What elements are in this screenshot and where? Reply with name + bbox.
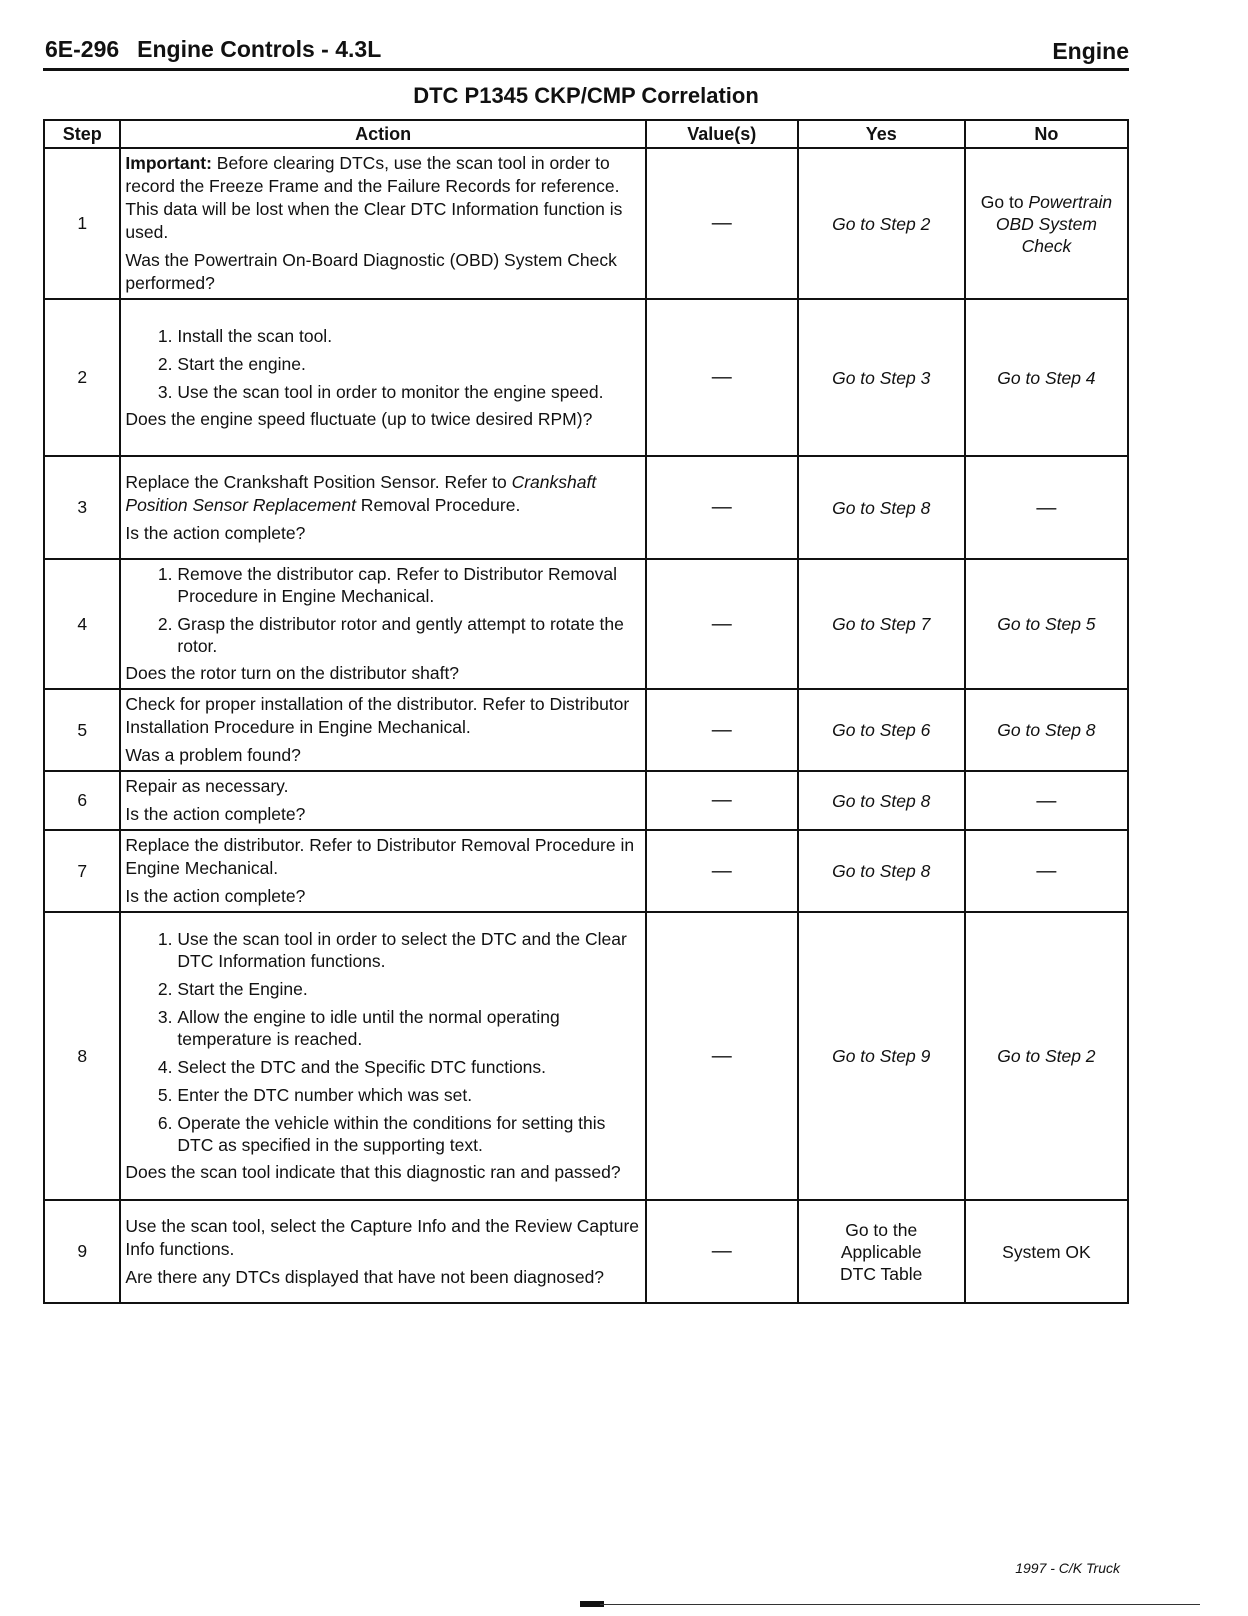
yes-link[interactable]: Go to Step 8 — [832, 861, 931, 881]
page-title: DTC P1345 CKP/CMP Correlation — [413, 83, 759, 108]
no-prefix: Go to — [980, 191, 1029, 212]
yes-cell — [798, 559, 965, 689]
no-cell — [965, 559, 1128, 689]
column-header-yes: Yes — [798, 120, 965, 148]
no-cell — [965, 1200, 1128, 1303]
no-cell — [965, 148, 1128, 299]
yes-cell — [798, 771, 965, 830]
yes-link[interactable]: Go to Step 3 — [832, 367, 931, 388]
table-row — [44, 689, 1128, 771]
action-list-item: 3. Allow the engine to idle until the normal operating temperature is reached. — [177, 1006, 640, 1050]
value-cell: — — [646, 1200, 798, 1303]
important-text: Before clearing DTCs, use the scan tool in order to record the Freeze Frame and the Failure Records for reference. This data will be lost when the Clear DTC Information function is used. — [125, 153, 623, 242]
yes-link[interactable]: Go to Step 7 — [832, 614, 931, 634]
action-list-item: 1. Use the scan tool in order to select the DTC and the Clear DTC Information functions. — [177, 928, 640, 972]
action-list-item: 3. Use the scan tool in order to monitor the engine speed. — [177, 381, 640, 403]
yes-cell — [798, 1200, 965, 1303]
no-link[interactable]: Go to Step 4 — [997, 367, 1096, 388]
no-cell — [965, 299, 1128, 456]
action-text: Replace the distributor. Refer to Distributor Removal Procedure in Engine Mechanical. — [125, 835, 635, 878]
table-row — [44, 912, 1128, 1200]
step-number: 5 — [44, 689, 120, 771]
action-question: Does the rotor turn on the distributor shaft? — [125, 663, 460, 683]
value-cell: — — [646, 456, 798, 559]
no-cell — [965, 912, 1128, 1200]
no-cell — [965, 689, 1128, 771]
action-question: Are there any DTCs displayed that have not been diagnosed? — [125, 1266, 605, 1287]
column-header-values: Value(s) — [646, 120, 798, 148]
step-number: 8 — [44, 912, 120, 1200]
no-link[interactable]: Go to Step 5 — [997, 614, 1096, 634]
value-cell: — — [646, 148, 798, 299]
action-text: Check for proper installation of the distributor. Refer to Distributor Installation Procedure in Engine Mechanical. — [125, 694, 630, 737]
yes-link[interactable]: Go to the Applicable DTC Table — [840, 1219, 923, 1284]
yes-link[interactable]: Go to Step 2 — [832, 213, 931, 234]
action-text: Repair as necessary. — [125, 776, 289, 796]
action-cell — [120, 830, 645, 912]
value-cell: — — [646, 559, 798, 689]
value-cell: — — [646, 830, 798, 912]
yes-cell — [798, 148, 965, 299]
action-text — [125, 471, 640, 517]
action-list-item: 5. Enter the DTC number which was set. — [177, 1084, 640, 1106]
table-row — [44, 456, 1128, 559]
table-header-row — [44, 120, 1128, 148]
step-number: 3 — [44, 456, 120, 559]
yes-link[interactable]: Go to Step 8 — [832, 790, 931, 811]
action-question: Does the scan tool indicate that this diagnostic ran and passed? — [125, 1162, 621, 1182]
column-header-step: Step — [44, 120, 120, 148]
step-number: 1 — [44, 148, 120, 299]
yes-link[interactable]: Go to Step 9 — [832, 1046, 931, 1066]
important-label: Important: — [125, 153, 212, 173]
value-cell: — — [646, 299, 798, 456]
column-header-action: Action — [120, 120, 645, 148]
action-list-item: 4. Select the DTC and the Specific DTC functions. — [177, 1056, 640, 1078]
value-cell: — — [646, 689, 798, 771]
yes-cell — [798, 299, 965, 456]
step-number: 7 — [44, 830, 120, 912]
yes-link[interactable]: Go to Step 8 — [832, 497, 931, 518]
action-cell — [120, 299, 645, 456]
action-cell — [120, 1200, 645, 1303]
action-list-item: 1. Remove the distributor cap. Refer to Distributor Removal Procedure in Engine Mechanical. — [177, 563, 640, 607]
action-list-item: 1. Install the scan tool. — [177, 325, 640, 347]
yes-cell — [798, 456, 965, 559]
chapter-title: Engine — [1052, 38, 1129, 64]
action-text: Use the scan tool, select the Capture Info and the Review Capture Info functions. — [125, 1215, 640, 1259]
action-list — [125, 325, 640, 403]
action-question: Was a problem found? — [125, 745, 301, 765]
action-question: Is the action complete? — [125, 886, 306, 906]
table-row — [44, 1200, 1128, 1303]
action-question: Was the Powertrain On-Board Diagnostic (OBD) System Check performed? — [125, 250, 617, 293]
step-number: 4 — [44, 559, 120, 689]
page-code: 6E-296 — [45, 36, 120, 62]
yes-cell — [798, 912, 965, 1200]
column-header-no: No — [965, 120, 1128, 148]
diagnostic-table — [43, 119, 1129, 1304]
step-number: 9 — [44, 1200, 120, 1303]
page-edge-line — [600, 1604, 1200, 1605]
important-note — [125, 152, 640, 244]
page-footer: 1997 - C/K Truck — [1015, 1560, 1120, 1576]
action-cell — [120, 456, 645, 559]
action-question: Is the action complete? — [125, 522, 306, 543]
action-cell — [120, 912, 645, 1200]
action-list — [125, 928, 640, 1156]
page-header — [43, 34, 1129, 71]
no-link[interactable] — [970, 191, 1123, 257]
action-list-item: 2. Start the Engine. — [177, 978, 640, 1000]
step-number: 6 — [44, 771, 120, 830]
no-link[interactable]: Go to Step 2 — [997, 1046, 1096, 1066]
header-left — [45, 36, 381, 63]
yes-cell — [798, 830, 965, 912]
action-question: Does the engine speed fluctuate (up to twice desired RPM)? — [125, 408, 593, 429]
action-list-item: 2. Grasp the distributor rotor and gently attempt to rotate the rotor. — [177, 613, 640, 657]
action-text-post: Removal Procedure. — [355, 494, 521, 515]
no-reference: Powertrain OBD System Check — [995, 191, 1113, 256]
action-cell — [120, 559, 645, 689]
step-number: 2 — [44, 299, 120, 456]
action-text-reference: Crankshaft Position Sensor Replacement — [125, 471, 597, 515]
table-row — [44, 299, 1128, 456]
value-cell: — — [646, 912, 798, 1200]
table-row — [44, 148, 1128, 299]
action-text-pre: Replace the Crankshaft Position Sensor. Refer to — [125, 471, 512, 492]
yes-cell — [798, 689, 965, 771]
action-question: Is the action complete? — [125, 804, 306, 824]
no-cell — [965, 771, 1128, 830]
table-row — [44, 559, 1128, 689]
section-title: Engine Controls - 4.3L — [137, 36, 382, 62]
action-list — [125, 563, 640, 657]
no-cell — [965, 456, 1128, 559]
table-row — [44, 830, 1128, 912]
yes-link[interactable]: Go to Step 6 — [832, 720, 931, 740]
action-list-item: 6. Operate the vehicle within the conditions for setting this DTC as specified in the supporting text. — [177, 1112, 640, 1156]
no-dash: — — [1036, 860, 1057, 882]
value-cell: — — [646, 771, 798, 830]
action-cell — [120, 689, 645, 771]
no-link[interactable]: Go to Step 8 — [997, 720, 1096, 740]
table-row — [44, 771, 1128, 830]
no-result: System OK — [1002, 1241, 1091, 1262]
action-cell — [120, 148, 645, 299]
no-dash: — — [1036, 789, 1057, 812]
no-dash: — — [1036, 496, 1057, 519]
action-cell — [120, 771, 645, 830]
no-cell — [965, 830, 1128, 912]
action-list-item: 2. Start the engine. — [177, 353, 640, 375]
